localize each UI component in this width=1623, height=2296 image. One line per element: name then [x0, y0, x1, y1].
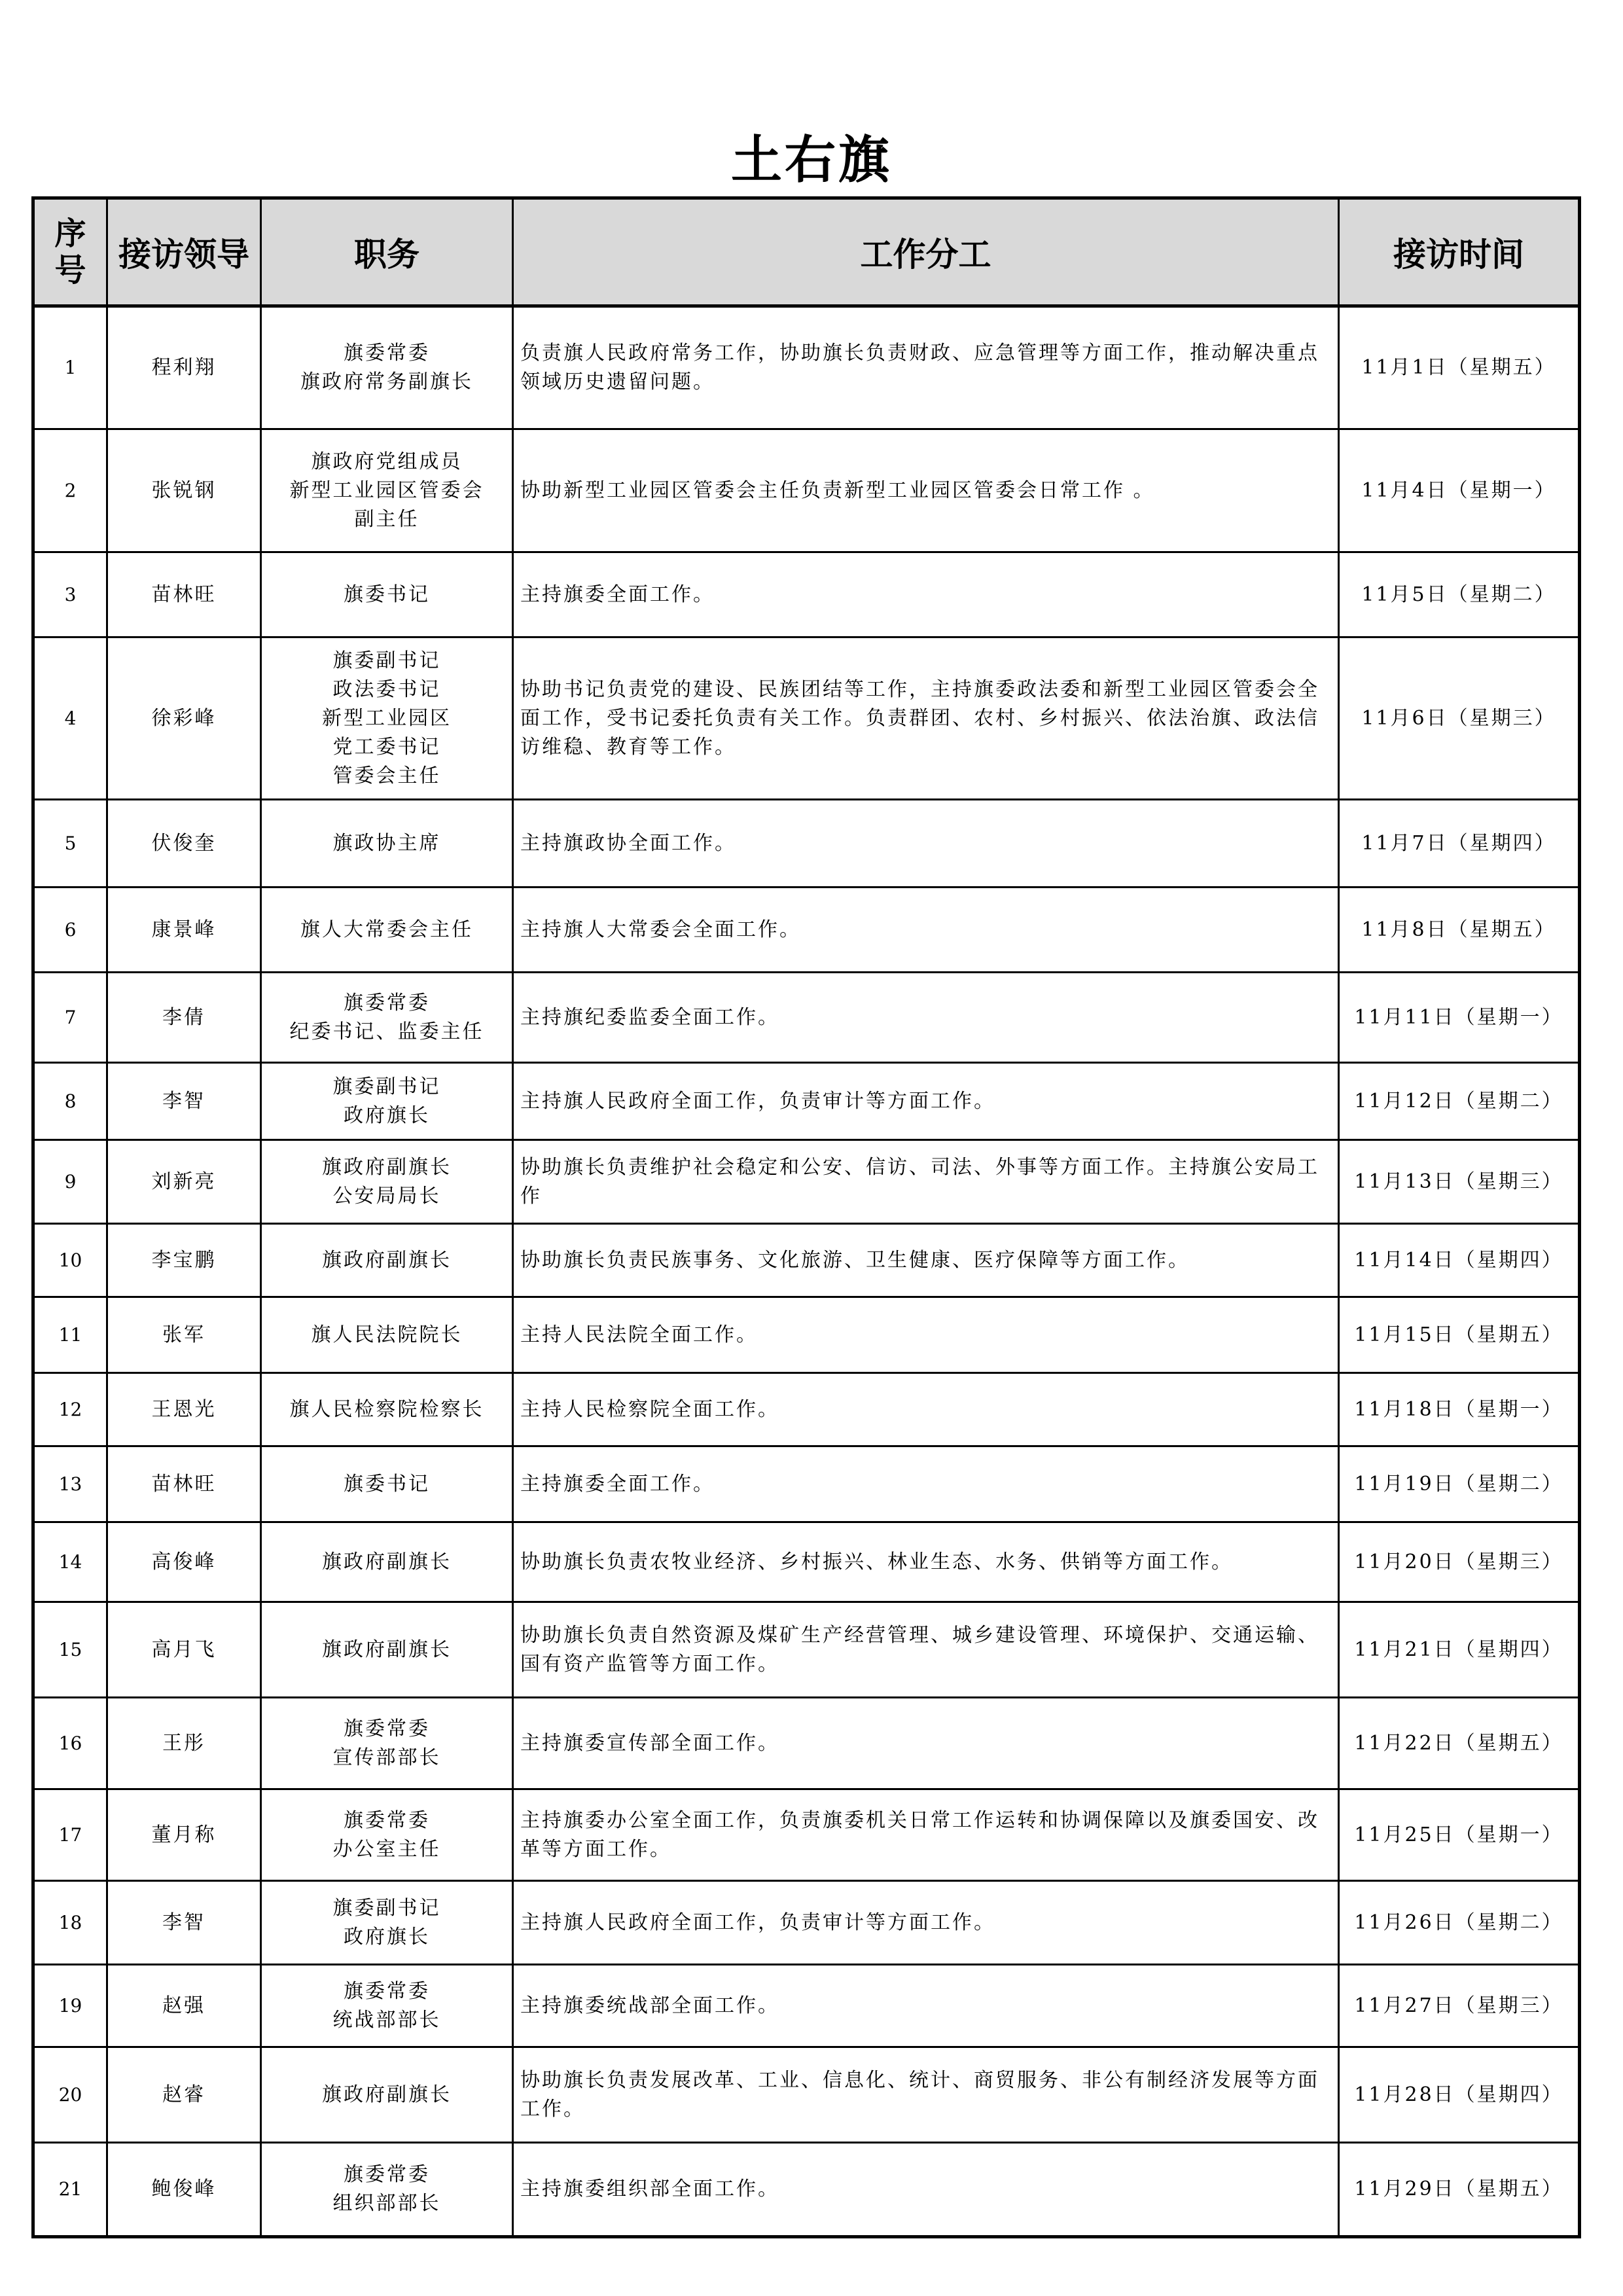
row-seq: 9	[33, 1140, 107, 1224]
row-time: 11月22日（星期五）	[1339, 1698, 1580, 1789]
row-time: 11月15日（星期五）	[1339, 1297, 1580, 1373]
row-position: 旗人大常委会主任	[261, 888, 513, 973]
row-position: 旗委副书记 政法委书记 新型工业园区 党工委书记 管委会主任	[261, 637, 513, 800]
table-row	[33, 552, 1580, 637]
row-time: 11月26日（星期二）	[1339, 1881, 1580, 1965]
row-position: 旗委副书记 政府旗长	[261, 1063, 513, 1140]
row-time: 11月1日（星期五）	[1339, 306, 1580, 429]
row-duties: 主持旗委全面工作。	[513, 1446, 1339, 1522]
row-leader-name: 李倩	[107, 973, 261, 1063]
row-seq: 2	[33, 429, 107, 552]
row-duties: 协助旗长负责农牧业经济、乡村振兴、林业生态、水务、供销等方面工作。	[513, 1522, 1339, 1602]
row-duties: 协助旗长负责发展改革、工业、信息化、统计、商贸服务、非公有制经济发展等方面工作。	[513, 2047, 1339, 2143]
row-duties: 主持人民法院全面工作。	[513, 1297, 1339, 1373]
header-duties: 工作分工	[513, 198, 1339, 306]
header-time: 接访时间	[1339, 198, 1580, 306]
row-time: 11月6日（星期三）	[1339, 637, 1580, 800]
row-time: 11月29日（星期五）	[1339, 2143, 1580, 2237]
row-duties: 主持旗纪委监委全面工作。	[513, 973, 1339, 1063]
row-duties: 主持旗政协全面工作。	[513, 800, 1339, 888]
row-time: 11月8日（星期五）	[1339, 888, 1580, 973]
table-row	[33, 1789, 1580, 1881]
row-position: 旗委常委 纪委书记、监委主任	[261, 973, 513, 1063]
row-position: 旗政府副旗长	[261, 1522, 513, 1602]
row-time: 11月4日（星期一）	[1339, 429, 1580, 552]
row-time: 11月28日（星期四）	[1339, 2047, 1580, 2143]
row-time: 11月19日（星期二）	[1339, 1446, 1580, 1522]
row-time: 11月7日（星期四）	[1339, 800, 1580, 888]
row-leader-name: 徐彩峰	[107, 637, 261, 800]
row-seq: 11	[33, 1297, 107, 1373]
table-row	[33, 800, 1580, 888]
table-row	[33, 306, 1580, 429]
row-duties: 主持旗人民政府全面工作，负责审计等方面工作。	[513, 1063, 1339, 1140]
row-time: 11月12日（星期二）	[1339, 1063, 1580, 1140]
row-seq: 14	[33, 1522, 107, 1602]
row-time: 11月11日（星期一）	[1339, 973, 1580, 1063]
table-row	[33, 429, 1580, 552]
table-row	[33, 1224, 1580, 1297]
row-position: 旗委书记	[261, 1446, 513, 1522]
row-time: 11月25日（星期一）	[1339, 1789, 1580, 1881]
row-time: 11月13日（星期三）	[1339, 1140, 1580, 1224]
row-position: 旗委常委 统战部部长	[261, 1965, 513, 2047]
row-time: 11月27日（星期三）	[1339, 1965, 1580, 2047]
row-position: 旗委副书记 政府旗长	[261, 1881, 513, 1965]
header-leader: 接访领导	[107, 198, 261, 306]
row-seq: 8	[33, 1063, 107, 1140]
row-position: 旗人民法院院长	[261, 1297, 513, 1373]
row-duties: 协助旗长负责民族事务、文化旅游、卫生健康、医疗保障等方面工作。	[513, 1224, 1339, 1297]
row-duties: 主持人民检察院全面工作。	[513, 1373, 1339, 1446]
row-seq: 19	[33, 1965, 107, 2047]
table-row	[33, 1063, 1580, 1140]
row-duties: 负责旗人民政府常务工作，协助旗长负责财政、应急管理等方面工作，推动解决重点领域历史遗留问题。	[513, 306, 1339, 429]
row-time: 11月18日（星期一）	[1339, 1373, 1580, 1446]
row-seq: 13	[33, 1446, 107, 1522]
table-row	[33, 1446, 1580, 1522]
document-title: 土右旗	[730, 131, 892, 190]
row-seq: 15	[33, 1602, 107, 1698]
table-body	[33, 306, 1580, 2237]
row-position: 旗政府副旗长	[261, 1602, 513, 1698]
table-row	[33, 1965, 1580, 2047]
row-leader-name: 董月称	[107, 1789, 261, 1881]
row-leader-name: 刘新亮	[107, 1140, 261, 1224]
row-leader-name: 赵强	[107, 1965, 261, 2047]
table-row	[33, 973, 1580, 1063]
row-time: 11月5日（星期二）	[1339, 552, 1580, 637]
row-seq: 12	[33, 1373, 107, 1446]
row-duties: 主持旗委统战部全面工作。	[513, 1965, 1339, 2047]
row-position: 旗委书记	[261, 552, 513, 637]
row-leader-name: 王彤	[107, 1698, 261, 1789]
row-duties: 协助旗长负责维护社会稳定和公安、信访、司法、外事等方面工作。主持旗公安局工作	[513, 1140, 1339, 1224]
row-seq: 1	[33, 306, 107, 429]
table-row	[33, 1373, 1580, 1446]
row-duties: 主持旗人大常委会全面工作。	[513, 888, 1339, 973]
row-position: 旗人民检察院检察长	[261, 1373, 513, 1446]
row-seq: 3	[33, 552, 107, 637]
row-duties: 协助书记负责党的建设、民族团结等工作，主持旗委政法委和新型工业园区管委会全面工作，受书记委托负责有关工作。负责群团、农村、乡村振兴、依法治旗、政法信访维稳、教育等工作。	[513, 637, 1339, 800]
header-position: 职务	[261, 198, 513, 306]
row-seq: 18	[33, 1881, 107, 1965]
row-position: 旗委常委 组织部部长	[261, 2143, 513, 2237]
row-position: 旗委常委 办公室主任	[261, 1789, 513, 1881]
row-duties: 主持旗委办公室全面工作，负责旗委机关日常工作运转和协调保障以及旗委国安、改革等方面工作。	[513, 1789, 1339, 1881]
row-leader-name: 赵睿	[107, 2047, 261, 2143]
table-row	[33, 1602, 1580, 1698]
row-leader-name: 李智	[107, 1063, 261, 1140]
row-position: 旗政府副旗长	[261, 1224, 513, 1297]
row-leader-name: 高月飞	[107, 1602, 261, 1698]
row-duties: 协助新型工业园区管委会主任负责新型工业园区管委会日常工作 。	[513, 429, 1339, 552]
row-leader-name: 高俊峰	[107, 1522, 261, 1602]
table-row	[33, 888, 1580, 973]
row-duties: 主持旗委组织部全面工作。	[513, 2143, 1339, 2237]
header-seq	[33, 198, 107, 306]
row-time: 11月20日（星期三）	[1339, 1522, 1580, 1602]
row-time: 11月14日（星期四）	[1339, 1224, 1580, 1297]
table-row	[33, 1881, 1580, 1965]
row-duties: 主持旗人民政府全面工作，负责审计等方面工作。	[513, 1881, 1339, 1965]
row-seq: 6	[33, 888, 107, 973]
row-leader-name: 伏俊奎	[107, 800, 261, 888]
row-leader-name: 张锐钢	[107, 429, 261, 552]
row-seq: 5	[33, 800, 107, 888]
row-seq: 20	[33, 2047, 107, 2143]
row-leader-name: 苗林旺	[107, 1446, 261, 1522]
row-position: 旗委常委 旗政府常务副旗长	[261, 306, 513, 429]
table-row	[33, 1522, 1580, 1602]
table-row	[33, 637, 1580, 800]
row-position: 旗政协主席	[261, 800, 513, 888]
table-row	[33, 1140, 1580, 1224]
row-duties: 主持旗委宣传部全面工作。	[513, 1698, 1339, 1789]
reception-schedule-table	[31, 196, 1581, 2238]
row-seq: 21	[33, 2143, 107, 2237]
row-duties: 协助旗长负责自然资源及煤矿生产经营管理、城乡建设管理、环境保护、交通运输、国有资产监管等方面工作。	[513, 1602, 1339, 1698]
row-leader-name: 李宝鹏	[107, 1224, 261, 1297]
row-leader-name: 张军	[107, 1297, 261, 1373]
row-leader-name: 程利翔	[107, 306, 261, 429]
row-seq: 17	[33, 1789, 107, 1881]
table-row	[33, 1297, 1580, 1373]
row-time: 11月21日（星期四）	[1339, 1602, 1580, 1698]
table-row	[33, 2143, 1580, 2237]
table-row	[33, 1698, 1580, 1789]
row-leader-name: 鲍俊峰	[107, 2143, 261, 2237]
row-leader-name: 康景峰	[107, 888, 261, 973]
row-position: 旗政府副旗长	[261, 2047, 513, 2143]
row-seq: 10	[33, 1224, 107, 1297]
row-leader-name: 苗林旺	[107, 552, 261, 637]
row-seq: 4	[33, 637, 107, 800]
row-duties: 主持旗委全面工作。	[513, 552, 1339, 637]
row-leader-name: 李智	[107, 1881, 261, 1965]
row-leader-name: 王恩光	[107, 1373, 261, 1446]
row-position: 旗政府党组成员 新型工业园区管委会 副主任	[261, 429, 513, 552]
table-row	[33, 2047, 1580, 2143]
row-seq: 16	[33, 1698, 107, 1789]
row-position: 旗政府副旗长 公安局局长	[261, 1140, 513, 1224]
row-seq: 7	[33, 973, 107, 1063]
header-seq-label: 序号	[54, 215, 86, 289]
table-header-row	[33, 198, 1580, 306]
row-position: 旗委常委 宣传部部长	[261, 1698, 513, 1789]
